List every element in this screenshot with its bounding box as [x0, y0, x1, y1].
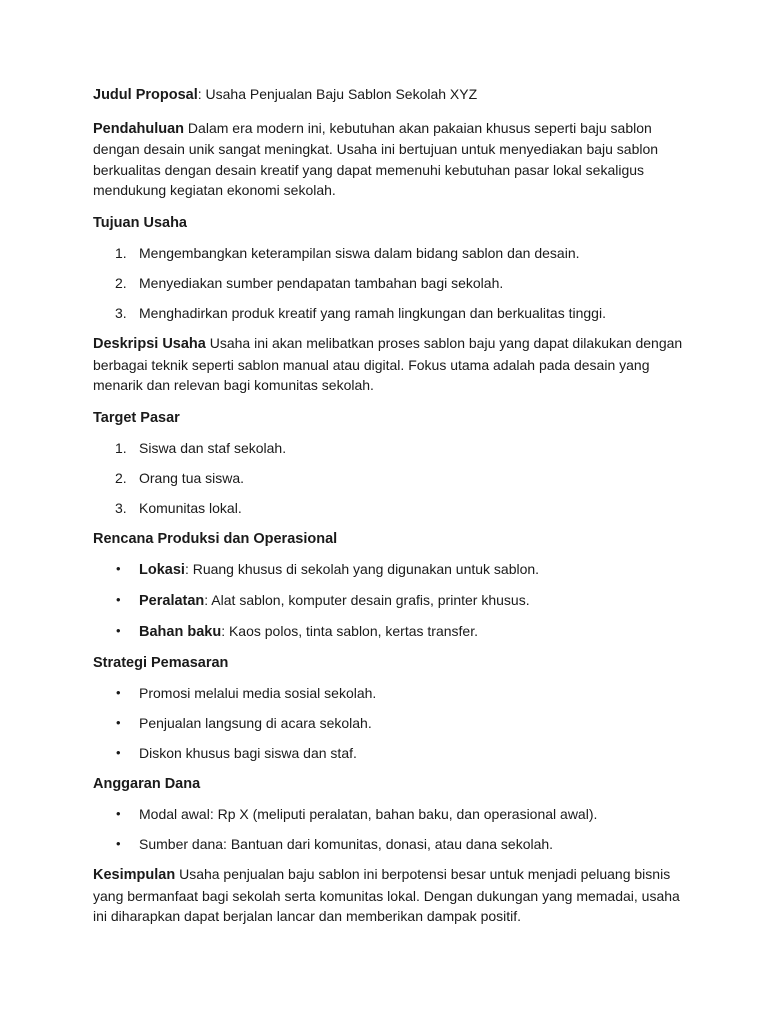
bullet: •: [116, 560, 121, 576]
budget-list: [93, 804, 688, 854]
list-item: [93, 303, 688, 323]
list-item-text: : Alat sablon, komputer desain grafis, printer khusus.: [204, 592, 530, 609]
list-item-text: Diskon khusus bagi siswa dan staf.: [139, 745, 357, 762]
list-number: 1.: [115, 244, 127, 261]
intro-label: Pendahuluan: [93, 120, 185, 137]
list-item: [93, 804, 688, 824]
intro-paragraph: [93, 118, 688, 201]
intro-text: Dalam era modern ini, kebutuhan akan pakaian khusus seperti baju sablon dengan desain unik sangat meningkat. Usaha ini bertujuan untuk menyediakan baju sablon berkualitas dengan desain kreatif yang dapat memenuhi kebutuhan pasar lokal sekaligus mendukung kegiatan ekonomi sekolah.: [93, 119, 659, 198]
list-number: 3.: [115, 500, 127, 517]
proposal-title-text: : Usaha Penjualan Baju Sablon Sekolah XYZ: [197, 86, 478, 102]
bullet: •: [116, 592, 121, 608]
bullet: •: [116, 684, 121, 700]
list-item: [93, 438, 688, 458]
list-item-text: : Ruang khusus di sekolah yang digunakan untuk sablon.: [184, 560, 540, 577]
bullet: •: [116, 805, 121, 821]
list-item: [93, 468, 688, 488]
market-heading: Target Pasar: [93, 409, 180, 426]
list-item: [93, 834, 688, 854]
goals-heading: Tujuan Usaha: [93, 214, 187, 231]
list-item: [93, 713, 688, 733]
list-item-text: Sumber dana: Bantuan dari komunitas, donasi, atau dana sekolah.: [139, 835, 554, 852]
marketing-list: [93, 683, 688, 764]
list-item-text: Penjualan langsung di acara sekolah.: [139, 714, 372, 731]
list-item-text: Komunitas lokal.: [139, 500, 242, 517]
list-item: [93, 273, 688, 293]
bullet: •: [116, 623, 121, 639]
operations-list: [93, 559, 688, 643]
list-item-text: Mengembangkan keterampilan siswa dalam bidang sablon dan desain.: [139, 244, 580, 261]
bullet: •: [116, 745, 121, 761]
list-item-text: Siswa dan staf sekolah.: [139, 439, 287, 456]
list-number: 3.: [115, 305, 127, 322]
list-item: [93, 243, 688, 263]
description-paragraph: [93, 333, 688, 396]
list-item-text: Orang tua siswa.: [139, 470, 245, 487]
list-number: 2.: [115, 274, 127, 291]
list-item: [93, 683, 688, 703]
list-item-text: Menghadirkan produk kreatif yang ramah lingkungan dan berkualitas tinggi.: [139, 305, 606, 322]
description-text: Usaha ini akan melibatkan proses sablon baju yang dapat dilakukan dengan berbagai teknik seperti sablon manual atau digital. Fokus utama adalah pada desain yang menarik dan relevan bagi komunitas sekolah.: [93, 335, 683, 394]
list-item-text: Promosi melalui media sosial sekolah.: [139, 684, 377, 701]
list-item-text: : Kaos polos, tinta sablon, kertas transfer.: [221, 623, 478, 640]
list-item: [93, 590, 688, 611]
goals-list: [93, 243, 688, 324]
list-number: 2.: [115, 470, 127, 487]
proposal-title: [93, 84, 688, 106]
budget-heading: Anggaran Dana: [93, 775, 201, 792]
list-item: [93, 621, 688, 642]
list-item-text: Modal awal: Rp X (meliputi peralatan, bahan baku, dan operasional awal).: [139, 805, 598, 822]
list-item-label: Lokasi: [139, 561, 185, 578]
list-item-text: Menyediakan sumber pendapatan tambahan bagi sekolah.: [139, 274, 504, 291]
proposal-title-label: Judul Proposal: [93, 87, 198, 103]
list-item: [93, 743, 688, 763]
market-list: [93, 438, 688, 519]
marketing-heading: Strategi Pemasaran: [93, 654, 229, 671]
conclusion-label: Kesimpulan: [93, 867, 176, 884]
conclusion-text: Usaha penjualan baju sablon ini berpotensi besar untuk menjadi peluang bisnis yang bermanfaat bagi sekolah serta komunitas lokal. Dengan dukungan yang memadai, usaha ini diharapkan dapat berjalan lancar dan memberikan dampak positif.: [93, 866, 680, 925]
list-item-label: Peralatan: [139, 593, 205, 610]
conclusion-paragraph: [93, 864, 688, 927]
list-item-label: Bahan baku: [139, 624, 222, 641]
operations-heading: Rencana Produksi dan Operasional: [93, 530, 338, 547]
list-item: [93, 559, 688, 580]
description-label: Deskripsi Usaha: [93, 336, 206, 353]
list-number: 1.: [115, 439, 127, 456]
bullet: •: [116, 714, 121, 730]
list-item: [93, 498, 688, 518]
bullet: •: [116, 835, 121, 851]
